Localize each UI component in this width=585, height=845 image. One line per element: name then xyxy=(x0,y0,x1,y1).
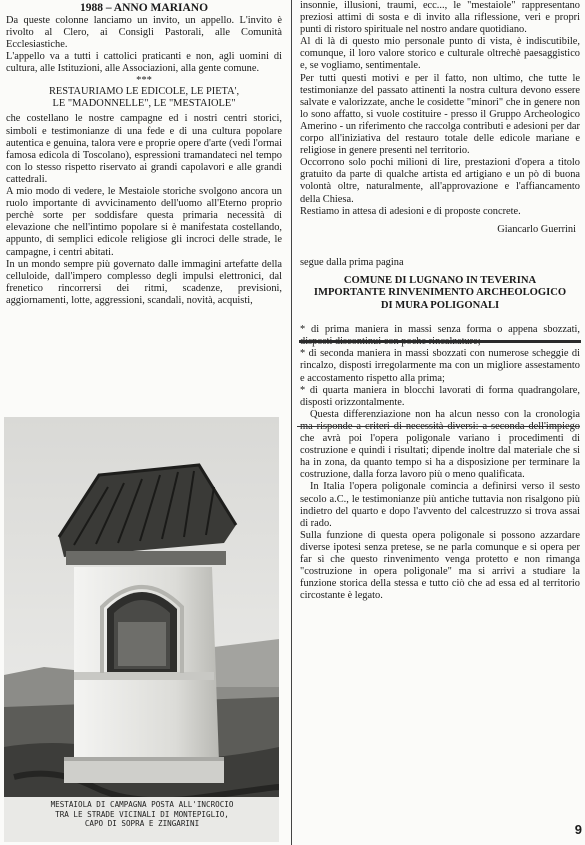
title-line: DI MURA POLIGONALI xyxy=(380,299,500,311)
title-line: IMPORTANTE RINVENIMENTO ARCHEOLOGICO xyxy=(313,287,567,299)
continued-note: segue dalla prima pagina xyxy=(300,256,404,268)
article-paragraph: Sulla funzione di questa opera poligonale si possono azzardare diverse ipotesi senza pretese, se ne parla comunque e si opera per far sì che questo rinvenimento venga protetto e non rimanga "costruzione in opera poligonale" ma si arrivi a studiare la funzione storica della stessa e tutto ciò che ad essa ed al territorio circostante è legato. xyxy=(300,529,580,602)
list-item: * di quarta maniera in blocchi lavorati di forma quadrangolare, disposti orizzontalmente. xyxy=(300,384,580,408)
caption-line: MESTAIOLA DI CAMPAGNA POSTA ALL'INCROCIO xyxy=(50,800,234,809)
shrine-illustration xyxy=(4,417,279,842)
article-paragraph: In Italia l'opera poligonale comincia a definirsi verso il sesto secolo a.C., le testimonianze più antiche tuttavia non risalgono più indietro del quarto e dopo l'avvento del calcestruzzo si trova assai di rado. xyxy=(300,481,580,529)
subtitle-line: RESTAURIAMO LE EDICOLE, LE PIETA', xyxy=(48,86,240,98)
mestaiola-photo xyxy=(4,417,279,842)
intro-paragraph: Da queste colonne lanciamo un invito, un appello. L'invito è rivolto al Clero, ai Consigli Pastorali, alle Comunità Ecclesiastiche. xyxy=(6,15,282,51)
continuation-paragraph: insonnie, illusioni, traumi, ecc..., le "mestaiole" rappresentano preziosi attimi di sosta e di invito alla riflessione, veri e propri punti di ristoro spirituale nel nostro andare quotidiano. xyxy=(300,0,580,36)
caption-line: TRA LE STRADE VICINALI DI MONTEPIGLIO, xyxy=(55,809,229,819)
caption-line: CAPO DI SOPRA E ZINGARINI xyxy=(84,819,200,829)
intro-paragraph: L'appello va a tutti i cattolici praticanti e non, agli uomini di cultura, alle Istituzioni, alle Associazioni, alla gente comune. xyxy=(6,51,282,75)
article-title-lugnano xyxy=(300,275,580,313)
section-separator: *** xyxy=(136,75,152,87)
continuation-paragraph: Per tutti questi motivi e per il fatto, non ultimo, che tutte le testimonianze del passato attinenti la nostra cultura devono essere salvate e valorizzate, anche le cosidette "minori" che in genere non lo sono affatto, si vuole costituire - presso il Gruppo Archeologico Amerino - un riferimento che raccolga contributi e adesioni per dar corpo all'iniziativa del restauro totale delle edicole mariane e religiose in genere presenti nel territorio. xyxy=(300,72,580,157)
list-item: * di seconda maniera in massi sbozzati con numerose scheggie di rincalzo, disposti irregolarmente ma con un migliore assestamento e accostamento rispetto alla prima; xyxy=(300,348,580,384)
subtitle-line: LE "MADONNELLE", LE "MESTAIOLE" xyxy=(52,98,236,110)
body-paragraph: A mio modo di vedere, le Mestaiole storiche svolgono ancora un ruolo importante di avvicinamento dell'uomo all'Eterno proprio perchè sorte per soddisfare questa primaria necessità di elevazione che nell'intimo popolare si è manifestata costellando, appunto, di semplici edicole religiose gli incroci delle strade, le campagne, i centri abitati. xyxy=(6,186,282,258)
body-paragraph: che costellano le nostre campagne ed i nostri centri storici, simboli e testimonianze di una fede e di una cultura popolare autentica e genuina, talora vere e proprie opere d'arte (vedi l'ormai famosa edicola di Toscolano), espressioni tramandateci nel tempo con lo stesso rispetto riservato ai grandi capolavori e alle grandi cattedrali. xyxy=(6,113,282,185)
right-column xyxy=(300,0,580,602)
article-title-anno-mariano: 1988 – ANNO MARIANO xyxy=(79,2,209,14)
author-signature: Giancarlo Guerrini xyxy=(497,223,576,235)
left-column xyxy=(6,0,282,307)
article-paragraph: Questa differenziazione non ha alcun nesso con la cronologia che avrà poi l'opera poligonale variano i procedimenti di costruzione e quindi i risultati; dipende inoltre dal materiale che si ha in zona, da quanto tempo si ha a disposizione per terminare la costruzione, dalla forza lavoro più o meno qualificata. xyxy=(300,408,580,481)
body-paragraph: In un mondo sempre più governato dalle immagini artefatte della celluloide, dall'impero complesso degli impulsi elettronici, dal frenetico rincorrersi dei ritmi, scadenze, previsioni, aggiornamenti, lotte, aggressioni, scandali, novità, acquisti, xyxy=(6,258,282,306)
column-divider xyxy=(291,0,292,845)
continuation-paragraph: Restiamo in attesa di adesioni e di proposte concrete. xyxy=(300,205,521,217)
section-divider xyxy=(299,340,581,343)
continuation-paragraph: Occorrono solo pochi milioni di lire, prestazioni d'opera a titolo gratuito da parte di qualche artista ed artigiano e un pò di buona volontà oltre, naturalmente, all'approvazione e l'affiancamento della Chiesa. xyxy=(300,157,580,205)
photo-caption xyxy=(14,800,270,829)
title-line: COMUNE DI LUGNANO IN TEVERINA xyxy=(343,274,537,286)
continuation-paragraph: Al di là di questo mio personale punto di vista, è indiscutibile, comunque, il loro valore storico e culturale oltrechè paesaggistico e, se vogliamo, sentimentale. xyxy=(300,36,580,72)
masonry-types-list xyxy=(300,324,580,409)
article-box-border xyxy=(297,426,580,427)
section-subtitle xyxy=(6,86,282,110)
list-item: * di prima maniera in massi senza forma o appena sbozzati, xyxy=(300,324,580,336)
page-number: 9 xyxy=(574,822,582,837)
